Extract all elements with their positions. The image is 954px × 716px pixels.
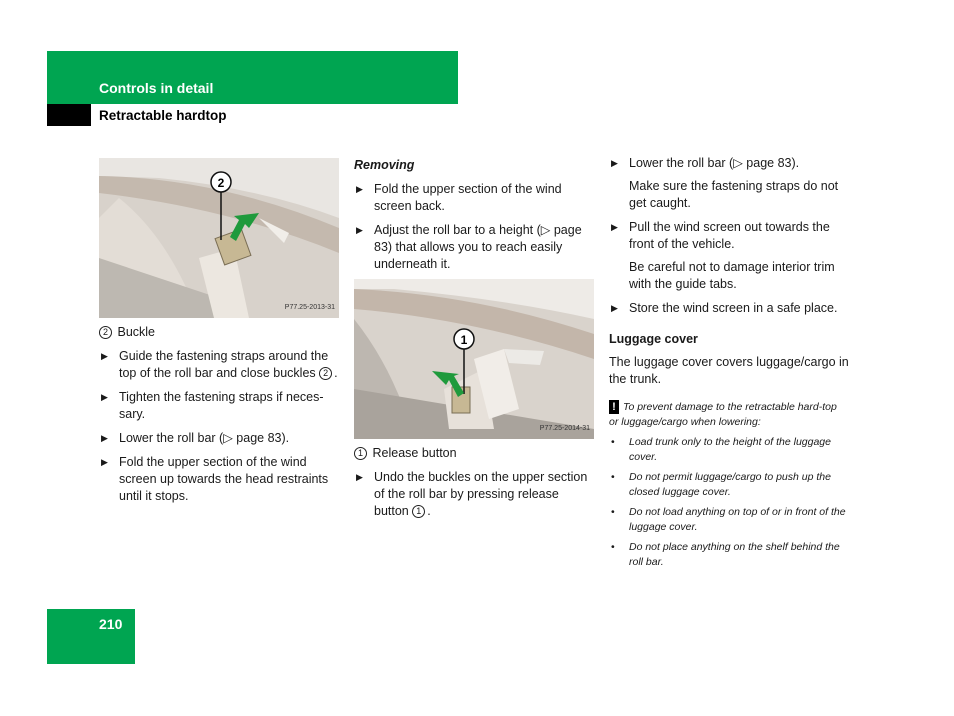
header-band [47, 51, 458, 104]
photo-code: P77.25-2013-31 [284, 304, 335, 311]
step-item [609, 155, 849, 172]
bullet: ▶ [356, 184, 363, 194]
column-2 [354, 155, 594, 520]
step-text: Fold the upper section of the wind screen back. [374, 182, 562, 213]
section-title: Controls in detail [99, 80, 214, 96]
luggage-cover-heading: Luggage cover [609, 332, 698, 346]
dot: • [611, 436, 615, 448]
removing-heading: Removing [354, 158, 415, 172]
dot: • [611, 541, 615, 553]
note-paragraph: Be careful not to damage interior trim with the guide tabs. [629, 260, 835, 291]
callout-number: 1 [460, 333, 468, 347]
caption-text: Release button [372, 446, 457, 460]
callout-number: 2 [217, 176, 225, 190]
callout-number: 2 [319, 367, 332, 380]
header-marker [47, 104, 91, 126]
step-item [99, 430, 339, 447]
step-text: Lower the roll bar (▷ page 83). [629, 156, 800, 170]
bullet: ▶ [101, 392, 108, 402]
step-item [99, 348, 339, 382]
bullet: ▶ [356, 225, 363, 235]
warning-item-text: Do not load anything on top of or in front of the luggage cover. [629, 506, 846, 533]
step-item [354, 181, 594, 215]
warning-item [609, 505, 849, 535]
warning-text: To prevent damage to the retractable hard-top or luggage/cargo when lowering: [609, 401, 837, 428]
warning-note [609, 400, 849, 430]
warning-item-text: Load trunk only to the height of the luggage cover. [629, 436, 831, 463]
bullet: ▶ [101, 351, 108, 361]
step-text: Store the wind screen in a safe place. [629, 301, 838, 315]
note-paragraph: Make sure the fastening straps do not get caught. [629, 179, 839, 210]
step-item [99, 454, 339, 505]
buckle-photo [99, 158, 339, 318]
step-item [354, 222, 594, 273]
step-item [99, 389, 339, 423]
photo-code: P77.25-2014-31 [539, 425, 590, 432]
step-text: Fold the upper section of the wind screen up towards the head restraints until it stops. [119, 455, 329, 503]
step-text: Tighten the fastening straps if neces-sary. [119, 390, 324, 421]
warning-item-text: Do not permit luggage/cargo to push up the closed luggage cover. [629, 471, 831, 498]
step-item [609, 219, 849, 253]
step-text: Adjust the roll bar to a height (▷ page 83) that allows you to reach easily underneath it. [374, 223, 582, 271]
step-text: Lower the roll bar (▷ page 83). [119, 431, 290, 445]
step-text: Guide the fastening straps around the top of the roll bar and close buckles [119, 349, 329, 380]
column-1 [99, 158, 339, 505]
callout-number: 1 [412, 505, 425, 518]
bullet: ▶ [611, 158, 618, 168]
step-text: Undo the buckles on the upper section of the roll bar by pressing release button [374, 470, 588, 518]
bullet: ▶ [611, 222, 618, 232]
step-item [354, 469, 594, 520]
caption-text: Buckle [117, 325, 156, 339]
column-3 [609, 155, 849, 570]
warning-item-text: Do not place anything on the shelf behind the roll bar. [629, 541, 840, 568]
bullet: ▶ [101, 457, 108, 467]
punctuation: . [334, 366, 338, 380]
bullet: ▶ [101, 433, 108, 443]
warning-item [609, 435, 849, 465]
photo-caption [99, 324, 339, 341]
warning-item [609, 540, 849, 570]
bullet: ▶ [356, 472, 363, 482]
step-text: Pull the wind screen out towards the front of the vehicle. [629, 220, 830, 251]
bullet: ▶ [611, 303, 618, 313]
punctuation: . [427, 504, 431, 518]
callout-number: 2 [99, 326, 112, 339]
warning-icon: ! [609, 400, 619, 414]
subsection-title: Retractable hardtop [99, 108, 227, 123]
step-item [609, 300, 849, 317]
page-number: 210 [99, 616, 123, 632]
dot: • [611, 506, 615, 518]
callout-number: 1 [354, 447, 367, 460]
luggage-cover-text: The luggage cover covers luggage/cargo in the trunk. [609, 355, 849, 386]
release-button-photo [354, 279, 594, 439]
warning-item [609, 470, 849, 500]
dot: • [611, 471, 615, 483]
photo-caption [354, 445, 594, 462]
